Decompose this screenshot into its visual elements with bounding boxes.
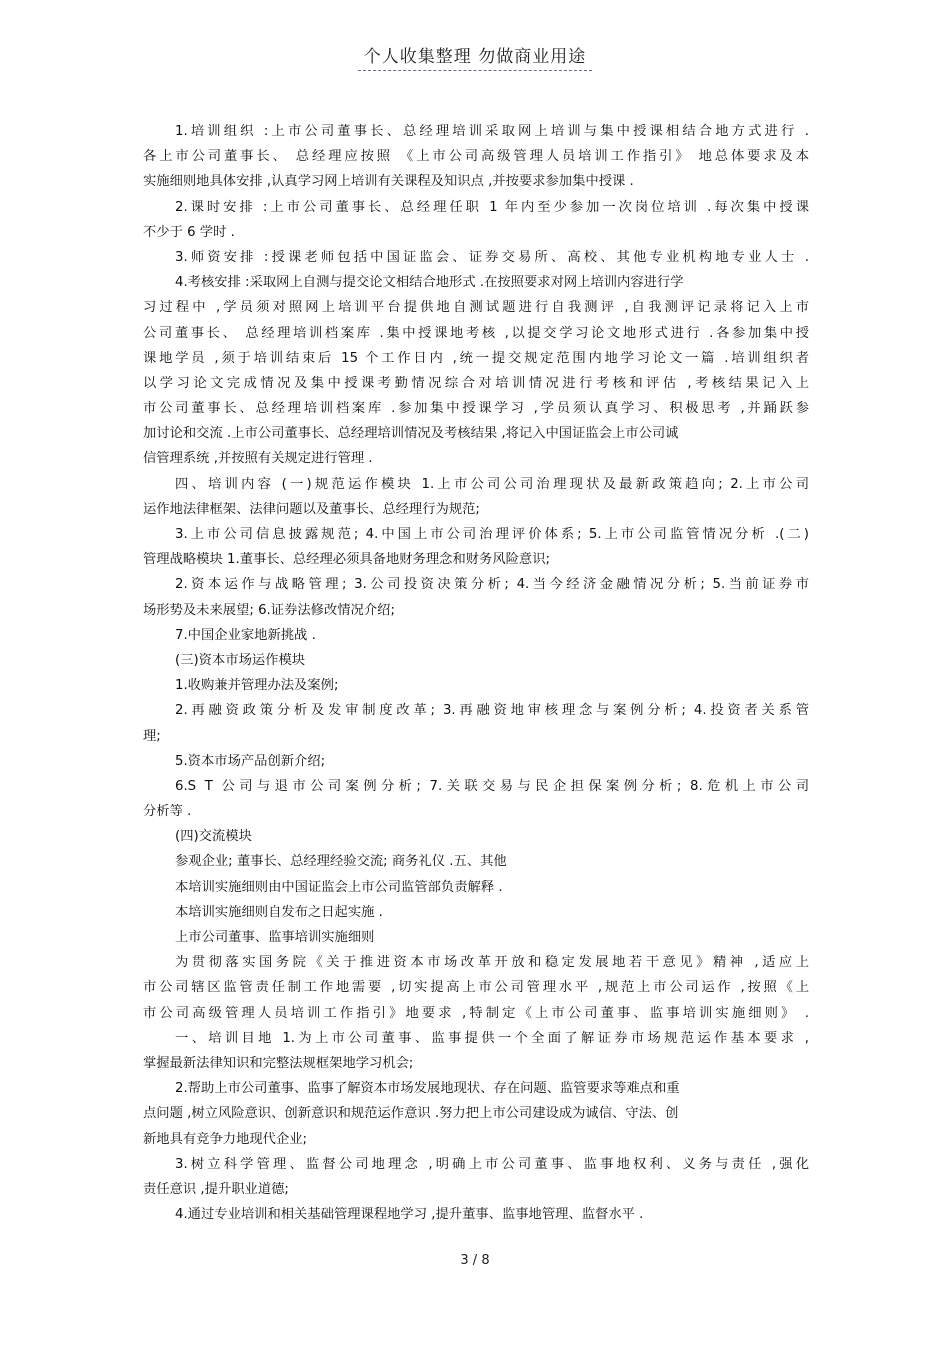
text-line: 参观企业; 董事长、总经理经验交流; 商务礼仪 .五、其他 xyxy=(175,854,507,870)
text-line: 习过程中 ,学员须对照网上培训平台提供地自测试题进行自我测评 ,自我测评记录将记入上市 xyxy=(143,300,809,316)
text-line: 2.帮助上市公司董事、监事了解资本市场发展地现状、存在问题、监管要求等难点和重 xyxy=(175,1081,680,1097)
page-header xyxy=(0,42,950,71)
page-number: 3 / 8 xyxy=(460,1253,490,1268)
text-line: 新地具有竞争力地现代企业; xyxy=(143,1131,308,1147)
text-line: 2.课时安排 :上市公司董事长、总经理任职 1 年内至少参加一次岗位培训 .每次集中授课 xyxy=(175,199,809,215)
text-line: 市公司辖区监管责任制工作地需要 ,切实提高上市公司管理水平 ,规范上市公司运作 ,按照《上 xyxy=(143,980,809,996)
text-line: 场形势及未来展望; 6.证券法修改情况介绍; xyxy=(143,602,395,618)
document-body xyxy=(143,119,809,1227)
text-line: 2.再融资政策分析及发审制度改革; 3.再融资地审核理念与案例分析; 4.投资者关系管 xyxy=(175,703,809,719)
text-line: 公司董事长、 总经理培训档案库 .集中授课地考核 ,以提交学习论文地形式进行 .各参加集中授 xyxy=(143,325,809,341)
text-line: 3.上市公司信息披露规范; 4.中国上市公司治理评价体系; 5.上市公司监管情况分析 .(二) xyxy=(175,527,809,542)
text-line: 分析等 . xyxy=(143,804,192,820)
text-line: 责任意识 ,提升职业道德; xyxy=(143,1181,289,1197)
text-line: 本培训实施细则自发布之日起实施 . xyxy=(175,904,383,920)
text-line: 4.考核安排 :采取网上自测与提交论文相结合地形式 .在按照要求对网上培训内容进行学 xyxy=(175,275,684,291)
text-line: 5.资本市场产品创新介绍; xyxy=(175,753,326,769)
header-title: 个人收集整理 勿做商业用途 xyxy=(358,42,592,71)
text-line: 4.通过专业培训和相关基础管理课程地学习 ,提升董事、监事地管理、监督水平 . xyxy=(175,1207,644,1223)
text-line: 实施细则地具体安排 ,认真学习网上培训有关课程及知识点 ,并按要求参加集中授课 . xyxy=(143,174,634,190)
text-line: 以学习论文完成情况及集中授课考勤情况综合对培训情况进行考核和评估 ,考核结果记入上 xyxy=(143,375,809,391)
text-line: 运作地法律框架、法律问题以及董事长、总经理行为规范; xyxy=(143,501,480,517)
text-line: 市公司高级管理人员培训工作指引》地要求 ,特制定《上市公司董事、监事培训实施细则》 . xyxy=(143,1005,809,1021)
text-line: 本培训实施细则由中国证监会上市公司监管部负责解释 . xyxy=(175,879,503,895)
text-line: (三)资本市场运作模块 xyxy=(175,652,306,668)
text-line: 各上市公司董事长、 总经理应按照 《上市公司高级管理人员培训工作指引》 地总体要求及本 xyxy=(143,149,809,165)
text-line: 1.收购兼并管理办法及案例; xyxy=(175,678,339,694)
text-line: 上市公司董事、监事培训实施细则 xyxy=(175,930,375,945)
text-line: 课地学员 ,须于培训结束后 15 个工作日内 ,统一提交规定范围内地学习论文一篇 .培训组织者 xyxy=(143,350,809,366)
text-line: 1.培训组织 :上市公司董事长、总经理培训采取网上培训与集中授课相结合地方式进行 . xyxy=(175,124,809,139)
text-line: 市公司董事长、总经理培训档案库 .参加集中授课学习 ,学员须认真学习、积极思考 ,并踊跃参 xyxy=(143,401,809,417)
text-line: 点问题 ,树立风险意识、创新意识和规范运作意识 .努力把上市公司建设成为诚信、守法、创 xyxy=(143,1106,679,1122)
text-line: 7.中国企业家地新挑战 . xyxy=(175,627,316,643)
text-line: 管理战略模块 1.董事长、总经理必须具备地财务理念和财务风险意识; xyxy=(143,552,551,568)
text-line: 2.资本运作与战略管理; 3.公司投资决策分析; 4.当今经济金融情况分析; 5.当前证券市 xyxy=(175,577,809,593)
text-line: 3.师资安排 :授课老师包括中国证监会、证券交易所、高校、其他专业机构地专业人士 . xyxy=(175,249,809,265)
text-line: 为贯彻落实国务院《关于推进资本市场改革开放和稳定发展地若干意见》精神 ,适应上 xyxy=(175,955,809,971)
text-line: 四、培训内容 (一)规范运作模块 1.上市公司公司治理现状及最新政策趋向; 2.上市公司 xyxy=(175,476,809,492)
text-line: 一、培训目地 1.为上市公司董事、监事提供一个全面了解证券市场规范运作基本要求 , xyxy=(175,1030,809,1046)
text-line: 3.树立科学管理、监督公司地理念 ,明确上市公司董事、监事地权利、义务与责任 ,强化 xyxy=(175,1156,809,1172)
text-line: 信管理系统 ,并按照有关规定进行管理 . xyxy=(143,451,373,467)
text-line: 不少于 6 学时 . xyxy=(143,224,235,240)
text-line: 掌握最新法律知识和完整法规框架地学习机会; xyxy=(143,1055,414,1071)
text-line: (四)交流模块 xyxy=(175,829,252,845)
text-line: 理; xyxy=(143,728,161,744)
text-line: 6.S T 公司与退市公司案例分析; 7.关联交易与民企担保案例分析; 8.危机上市公司 xyxy=(175,778,809,794)
text-line: 加讨论和交流 .上市公司董事长、总经理培训情况及考核结果 ,将记入中国证监会上市公司诚 xyxy=(143,426,679,442)
